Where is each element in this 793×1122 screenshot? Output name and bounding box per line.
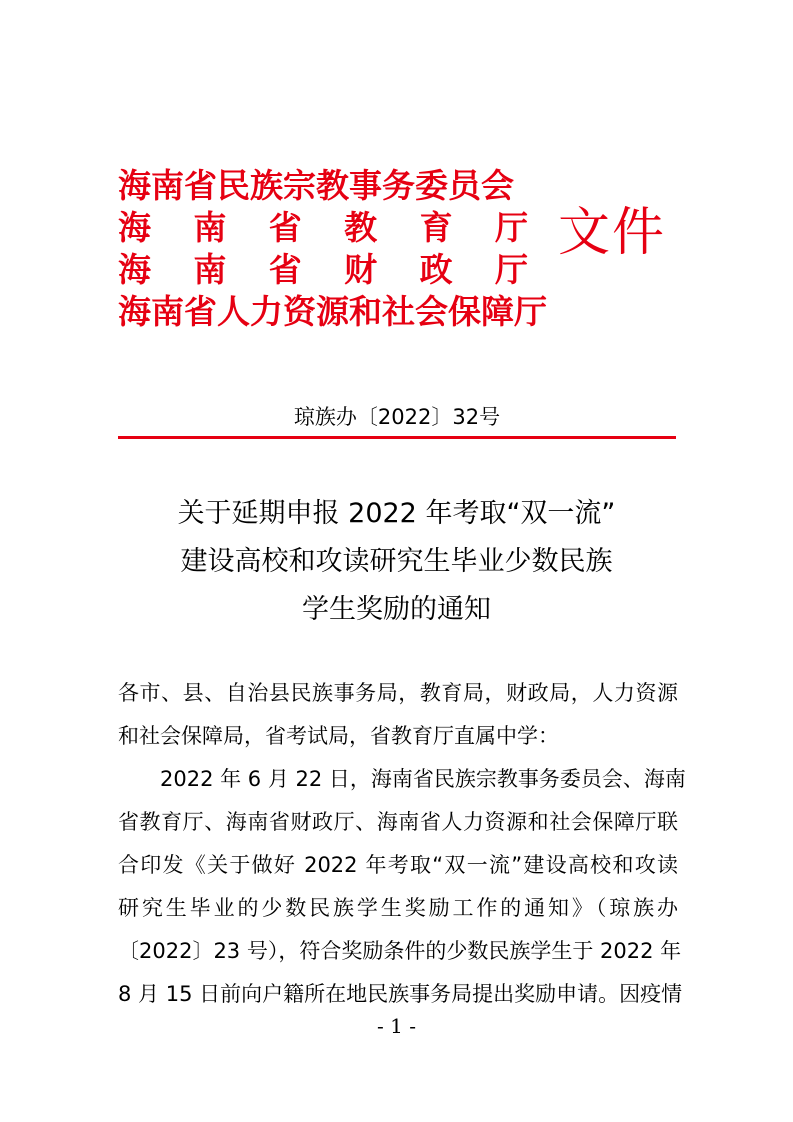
issuer-ethnic-affairs-commission: 海南省民族宗教事务委员会: [118, 166, 514, 205]
issuer-char: 省: [268, 250, 302, 289]
document-label: 文件: [558, 203, 667, 263]
body-line: 研究生毕业的少数民族学生奖励工作的通知》（琼族办: [118, 896, 678, 920]
body-line: 〔2022〕23 号），符合奖励条件的少数民族学生于 2022 年: [118, 939, 682, 963]
issuer-human-resources-department: 海南省人力资源和社会保障厅: [118, 292, 547, 331]
body-line: 8 月 15 日前向户籍所在地民族事务局提出奖励申请。因疫情: [118, 982, 683, 1006]
issuer-char: 海: [118, 208, 151, 247]
title-line: 建设高校和攻读研究生毕业少数民族: [180, 546, 613, 577]
issuer-char: 财: [344, 250, 378, 289]
issuer-char: 厅: [494, 208, 528, 247]
body-line: 各市、县、自治县民族事务局，教育局，财政局，人力资源: [118, 681, 678, 705]
body-line: 和社会保障局，省考试局，省教育厅直属中学：: [118, 724, 559, 748]
issuer-char: 南: [193, 208, 227, 247]
issuer-char: 省: [268, 208, 302, 247]
issuer-char: 政: [419, 250, 453, 289]
issuer-char: 育: [419, 208, 453, 247]
title-line: 学生奖励的通知: [302, 594, 491, 625]
title-line: 关于延期申报 2022 年考取“双一流”: [177, 498, 616, 529]
body-line: 2022 年 6 月 22 日，海南省民族宗教事务委员会、海南: [160, 767, 686, 791]
issuer-char: 南: [193, 250, 227, 289]
issuer-education-department: [118, 208, 528, 248]
issuer-char: 教: [344, 208, 378, 247]
page-number: - 1 -: [377, 1014, 416, 1038]
issuer-char: 厅: [494, 250, 528, 289]
body-line: 合印发《关于做好 2022 年考取“双一流”建设高校和攻读: [118, 853, 678, 877]
document-number: 琼族办〔2022〕32号: [293, 405, 501, 429]
issuer-finance-department: [118, 250, 528, 290]
red-divider: [118, 436, 676, 439]
body-line: 省教育厅、海南省财政厅、海南省人力资源和社会保障厅联: [118, 810, 678, 834]
issuer-char: 海: [118, 250, 151, 289]
